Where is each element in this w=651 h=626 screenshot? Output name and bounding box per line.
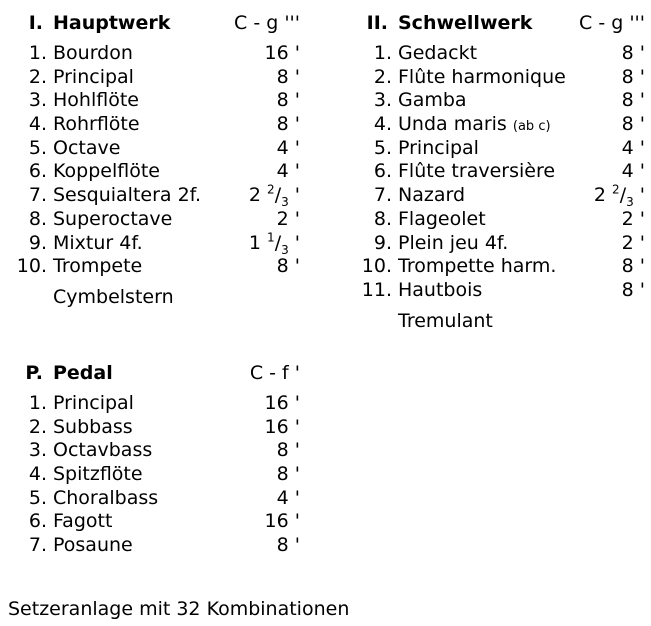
stop-name-text: Superoctave — [53, 207, 173, 230]
stop-name — [398, 113, 551, 139]
stop-list — [0, 392, 300, 558]
stop-pitch: 8 ' — [276, 463, 300, 486]
stop-row — [0, 534, 300, 558]
division-name: Hauptwerk — [53, 12, 171, 34]
stop-pitch: 2 ' — [621, 231, 645, 254]
division-pedal — [0, 360, 300, 558]
stop-pitch: 8 ' — [276, 65, 300, 88]
stop-name — [53, 392, 134, 416]
stop-name — [398, 160, 555, 184]
stop-name-text: Koppelflöte — [53, 160, 160, 183]
stop-number: 4. — [28, 113, 47, 136]
stop-row — [0, 113, 300, 137]
stop-number: 5. — [28, 486, 47, 509]
stop-name — [53, 487, 158, 511]
stop-row — [345, 255, 645, 279]
stop-name — [398, 232, 508, 256]
pitch-numerator: 2 — [612, 182, 620, 197]
stop-row — [345, 137, 645, 161]
stop-row — [0, 232, 300, 256]
stop-name-text: Principal — [53, 392, 134, 414]
stop-name-text: Unda maris — [398, 113, 507, 136]
stop-name-text: Octave — [53, 136, 121, 159]
stop-row — [345, 42, 645, 66]
stop-name-text: Nazard — [398, 184, 466, 207]
pitch-denominator: 3 — [281, 194, 289, 209]
stop-name-text: Bourdon — [53, 42, 133, 64]
stop-number: 5. — [28, 136, 47, 159]
stop-row — [0, 208, 300, 232]
stop-name-text: Octavbass — [53, 439, 153, 462]
stop-number: 2. — [28, 415, 47, 438]
stop-row — [345, 113, 645, 137]
pitch-whole: 2 — [593, 184, 606, 207]
stop-pitch: 2 $^2/_3$ ' — [593, 182, 645, 209]
pitch-denominator: 3 — [626, 194, 634, 209]
stop-pitch: 8 ' — [276, 439, 300, 462]
stop-row — [345, 89, 645, 113]
pitch-numerator: 1 — [267, 230, 275, 245]
stop-number: 2. — [28, 65, 47, 88]
stop-row — [0, 42, 300, 66]
stop-row — [0, 439, 300, 463]
pitch-denominator: 3 — [281, 242, 289, 257]
pitch-numerator: 2 — [267, 182, 275, 197]
stop-name-text: Fagott — [53, 510, 113, 533]
accessory-tremulant: Tremulant — [398, 309, 493, 332]
division-numeral: II. — [366, 12, 388, 34]
stop-number: 5. — [373, 136, 392, 159]
stop-name-text: Hautbois — [398, 278, 483, 301]
stop-name-text: Spitzflöte — [53, 463, 143, 486]
stop-name — [53, 42, 133, 66]
stop-number: 10. — [16, 255, 47, 278]
stop-name — [398, 208, 486, 232]
stop-name — [53, 137, 120, 161]
stop-row — [0, 137, 300, 161]
stop-pitch: 4 ' — [276, 160, 300, 183]
stop-number: 7. — [373, 184, 392, 207]
stop-pitch: 4 ' — [621, 136, 645, 159]
stop-name — [398, 66, 566, 90]
stop-row — [0, 463, 300, 487]
stop-name-text: Principal — [53, 65, 134, 88]
stop-name — [53, 439, 152, 463]
pitch-whole: 1 — [248, 231, 261, 254]
stop-number: 1. — [28, 42, 47, 64]
stop-pitch: 16 ' — [264, 415, 300, 438]
stop-pitch: 16 ' — [264, 42, 300, 64]
stop-number: 4. — [373, 113, 392, 136]
stop-pitch: 8 ' — [276, 534, 300, 557]
stop-name — [398, 255, 556, 279]
stop-name — [53, 66, 134, 90]
stop-list — [345, 42, 645, 303]
stop-pitch: 16 ' — [264, 510, 300, 533]
stop-name-text: Rohrflöte — [53, 113, 140, 136]
stop-row — [345, 279, 645, 303]
stop-name-text: Gamba — [398, 89, 467, 112]
stop-number: 6. — [28, 160, 47, 183]
compass-range: C - f ' — [249, 362, 300, 384]
stop-name-text: Hohlflöte — [53, 89, 139, 112]
stop-name — [53, 160, 160, 184]
stop-list — [0, 42, 300, 279]
stop-number: 6. — [373, 160, 392, 183]
stop-pitch: 1 $^1/_3$ ' — [248, 230, 300, 257]
division-name: Schwellwerk — [398, 12, 533, 34]
stop-row — [345, 160, 645, 184]
stop-number: 10. — [361, 255, 392, 278]
stop-name-text: Flageolet — [398, 207, 486, 230]
stop-pitch: 8 ' — [621, 255, 645, 278]
compass-range: C - g ''' — [234, 12, 300, 34]
stop-name-text: Principal — [398, 136, 479, 159]
stop-name-text: Flûte traversière — [398, 160, 556, 183]
stop-name — [398, 89, 467, 113]
stop-pitch: 16 ' — [264, 392, 300, 414]
stop-row — [0, 255, 300, 279]
stop-number: 4. — [28, 463, 47, 486]
stop-name — [398, 279, 482, 303]
stop-pitch: 8 ' — [621, 42, 645, 64]
stop-row — [0, 160, 300, 184]
stop-number: 9. — [373, 231, 392, 254]
stop-name-text: Plein jeu 4f. — [398, 231, 509, 254]
division-hauptwerk — [0, 10, 300, 309]
stop-row — [0, 416, 300, 440]
stop-name — [398, 42, 477, 66]
stop-name-text: Posaune — [53, 534, 133, 557]
stop-name-text: Choralbass — [53, 486, 159, 509]
stop-number: 9. — [28, 231, 47, 254]
division-header — [0, 360, 300, 386]
stop-pitch: 8 ' — [276, 255, 300, 278]
stop-name-text: Flûte harmonique — [398, 65, 566, 88]
stop-row — [0, 510, 300, 534]
stop-name — [398, 184, 465, 208]
stop-name — [398, 137, 479, 161]
stop-name-text: Subbass — [53, 415, 133, 438]
footer-note: Setzeranlage mit 32 Kombinationen — [8, 598, 350, 620]
stop-number: 1. — [28, 392, 47, 414]
stop-number: 8. — [28, 207, 47, 230]
stop-pitch: 8 ' — [621, 65, 645, 88]
stop-name — [53, 255, 142, 279]
stop-pitch: 8 ' — [276, 89, 300, 112]
stop-number: 3. — [28, 439, 47, 462]
stop-name — [53, 510, 112, 534]
stop-name — [53, 184, 201, 208]
stop-number: 6. — [28, 510, 47, 533]
division-header — [345, 10, 645, 36]
stop-name — [53, 208, 172, 232]
division-numeral: P. — [25, 362, 43, 384]
stop-number: 3. — [373, 89, 392, 112]
stop-number: 7. — [28, 184, 47, 207]
stop-row — [0, 89, 300, 113]
stop-pitch: 8 ' — [276, 113, 300, 136]
stop-row — [345, 184, 645, 208]
stop-row — [0, 184, 300, 208]
stop-name — [53, 416, 133, 440]
stop-name-text: Sesquialtera 2f. — [53, 184, 202, 207]
stop-pitch: 4 ' — [276, 136, 300, 159]
division-numeral: I. — [28, 12, 43, 34]
stop-name-text: Trompete — [53, 255, 143, 278]
stop-name — [53, 232, 143, 256]
stop-row — [0, 392, 300, 416]
stop-pitch: 4 ' — [621, 160, 645, 183]
stop-name — [53, 534, 133, 558]
stop-row — [0, 487, 300, 511]
stop-number: 8. — [373, 207, 392, 230]
division-schwellwerk — [345, 10, 645, 333]
stop-number: 11. — [361, 278, 392, 301]
stop-number: 7. — [28, 534, 47, 557]
stop-number: 1. — [373, 42, 392, 64]
stop-name-text: Trompette harm. — [398, 255, 557, 278]
stop-pitch: 8 ' — [621, 278, 645, 301]
stop-row — [345, 232, 645, 256]
stop-name — [53, 113, 140, 137]
stop-name — [53, 463, 143, 487]
stop-number: 2. — [373, 65, 392, 88]
stop-pitch: 2 ' — [276, 207, 300, 230]
stop-name — [53, 89, 139, 113]
accessory-cymbelstern: Cymbelstern — [53, 285, 174, 308]
stop-pitch: 2 $^2/_3$ ' — [248, 182, 300, 209]
compass-range: C - g ''' — [579, 12, 645, 34]
stop-name-text: Gedackt — [398, 42, 478, 64]
division-header — [0, 10, 300, 36]
stop-pitch: 4 ' — [276, 486, 300, 509]
pitch-whole: 2 — [248, 184, 261, 207]
stop-row — [345, 208, 645, 232]
stop-pitch: 8 ' — [621, 89, 645, 112]
stop-row — [0, 66, 300, 90]
stop-number: 3. — [28, 89, 47, 112]
stop-name-text: Mixtur 4f. — [53, 231, 143, 254]
division-name: Pedal — [53, 362, 113, 384]
stop-pitch: 2 ' — [621, 207, 645, 230]
stop-row — [345, 66, 645, 90]
stop-note: (ab c) — [512, 119, 551, 135]
stop-pitch: 8 ' — [621, 113, 645, 136]
